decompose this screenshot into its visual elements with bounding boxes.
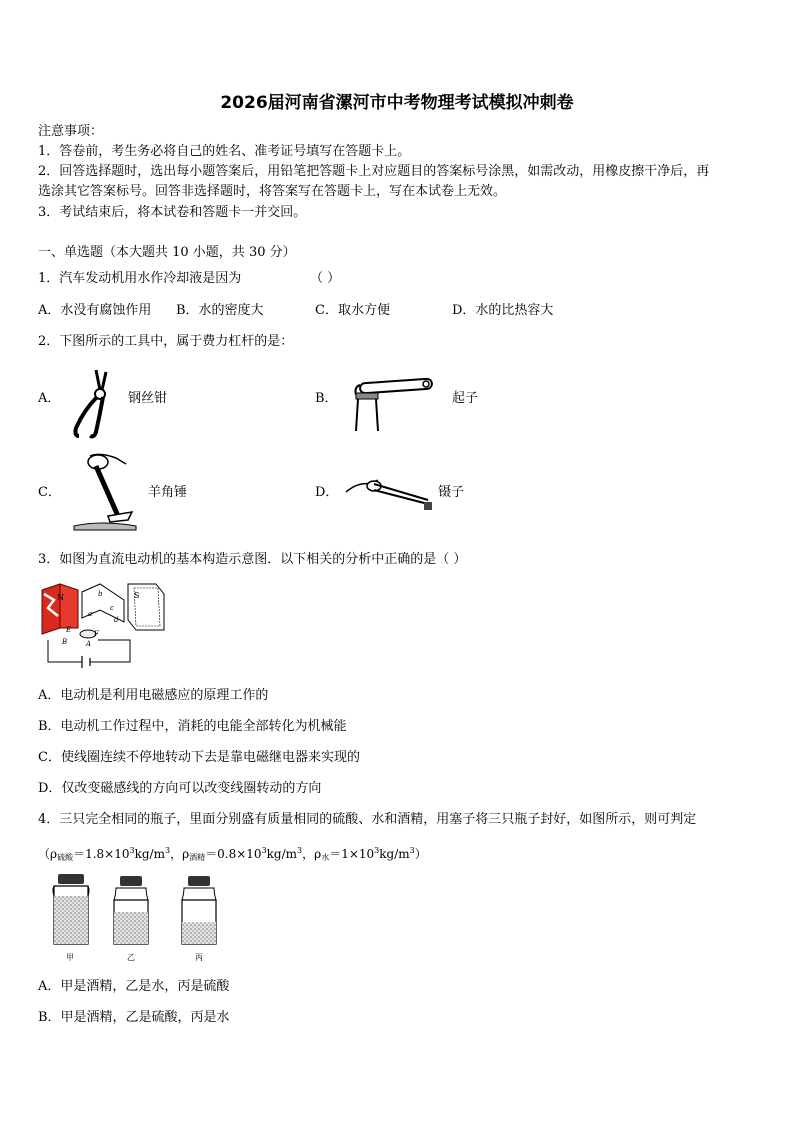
q3-stem: 3．如图为直流电动机的基本构造示意图．以下相关的分析中正确的是（ ） (38, 552, 467, 567)
q2-option-d-label: 镊子 (438, 485, 465, 500)
q2-option-c-letter: C． (38, 485, 61, 500)
q1-option-b: B．水的密度大 (176, 303, 264, 318)
notice-heading: 注意事项： (38, 124, 104, 139)
bottle-jia (53, 874, 89, 944)
q3-option-c: C．使线圈连续不停地转动下去是靠电磁继电器来实现的 (38, 750, 360, 765)
magnet-s-label: S (134, 591, 140, 600)
claw-hammer-figure (70, 450, 138, 534)
q2-option-b-label: 起子 (452, 391, 479, 406)
q4-stem: 4．三只完全相同的瓶子，里面分别盛有质量相同的硫酸、水和酒精，用塞子将三只瓶子封好，如图所示，则可判定 (38, 812, 697, 827)
brush-a-label: A (86, 640, 92, 648)
bottle-opener-figure (346, 373, 438, 431)
q2-stem: 2．下图所示的工具中，属于费力杠杆的是： (38, 334, 294, 349)
bottle-yi (114, 876, 148, 944)
q2-option-a-letter: A． (38, 391, 61, 406)
coil-c-label: c (110, 604, 114, 612)
coil-d-label: d (114, 616, 119, 624)
q4-densities: （$\rho_{硫酸}=1.8\times 10^3kg/m^3$，$\rho_{酒精}=0.8\times 10^3kg/m^3$，$\rho_水=1\times 10^3kg/m^3$） (38, 846, 427, 862)
q1-stem: 1．汽车发动机用水作冷却液是因为 (38, 271, 242, 286)
notice-item-1: 1．答卷前，考生务必将自己的姓名、准考证号填写在答题卡上。 (38, 144, 411, 159)
q4-option-b: B．甲是酒精，乙是硫酸，丙是水 (38, 1010, 230, 1025)
q2-option-c-label: 羊角锤 (148, 485, 188, 500)
pliers-figure (66, 366, 118, 442)
q3-option-b: B．电动机工作过程中，消耗的电能全部转化为机械能 (38, 719, 347, 734)
notice-item-2-cont: 选涂其它答案标号。回答非选择题时，将答案写在答题卡上，写在本试卷上无效。 (38, 184, 507, 199)
q3-option-d: D．仅改变磁感线的方向可以改变线圈转动的方向 (38, 781, 322, 796)
coil-a-label: a (88, 610, 93, 618)
q1-blank: （ ） (310, 271, 341, 286)
q1-option-a: A．水没有腐蚀作用 (38, 303, 152, 318)
notice-item-2: 2．回答选择题时，选出每小题答案后，用铅笔把答题卡上对应题目的答案标号涂黑，如需改动，用橡皮擦干净后，再 (38, 164, 710, 179)
q2-option-b-letter: B． (315, 391, 338, 406)
notice-item-3: 3．考试结束后，将本试卷和答题卡一并交回。 (38, 205, 307, 220)
brush-f-label: F (94, 630, 99, 638)
q3-option-a: A．电动机是利用电磁感应的原理工作的 (38, 688, 269, 703)
bottle-label-bing: 丙 (195, 953, 203, 962)
brush-e-label: E (66, 626, 72, 634)
bottle-label-jia: 甲 (66, 953, 74, 962)
section-heading: 一、单选题（本大题共 10 小题，共 30 分） (38, 245, 296, 260)
q2-option-a-label: 钢丝钳 (128, 391, 168, 406)
brush-b-label: B (62, 638, 68, 646)
q1-option-d: D．水的比热容大 (452, 303, 554, 318)
magnet-n-label: N (57, 593, 64, 602)
q4-option-a: A．甲是酒精，乙是水，丙是硫酸 (38, 979, 230, 994)
q2-option-d-letter: D． (315, 485, 339, 500)
q1-option-c: C．取水方便 (315, 303, 390, 318)
tweezers-figure (344, 470, 436, 516)
coil-b-label: b (98, 590, 103, 598)
bottle-bing (182, 876, 216, 944)
page-title: 2026届河南省漯河市中考物理考试模拟冲刺卷 (220, 93, 574, 113)
dc-motor-figure (38, 578, 168, 670)
bottle-label-yi: 乙 (127, 953, 135, 962)
three-bottles-figure (38, 872, 228, 964)
